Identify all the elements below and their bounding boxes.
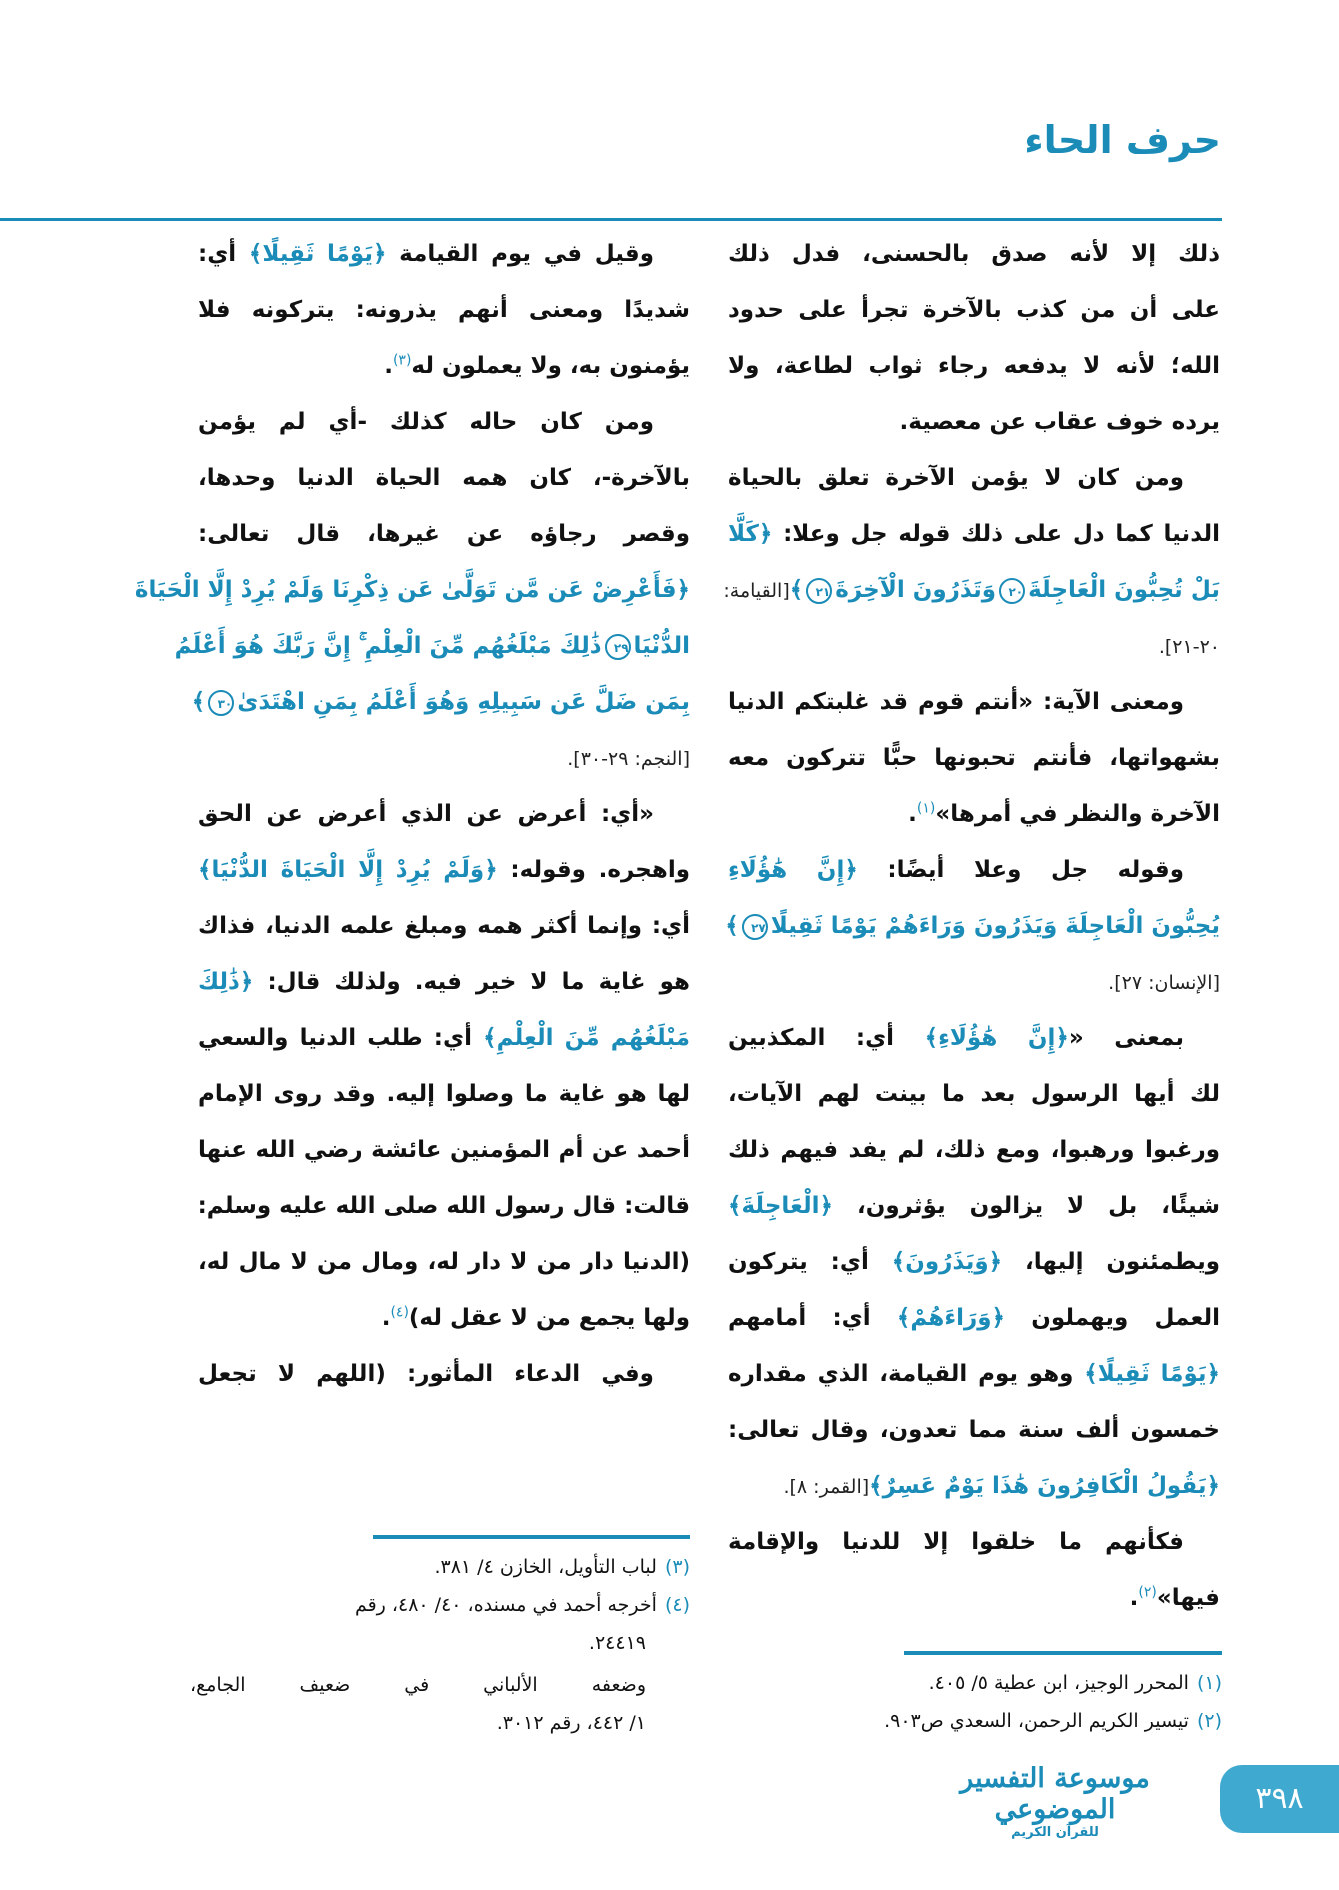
body-text: .	[908, 801, 917, 827]
body-text: لها هو غاية ما وصلوا إليه. وقد روى الإمام	[198, 1081, 690, 1107]
body-text: ومن كان حاله كذلك -أي لم يؤمن	[198, 409, 654, 435]
hadith-text: (اللهم لا تجعل	[198, 1361, 386, 1387]
ayah-number-icon: ٣٠	[208, 690, 234, 716]
text-line	[198, 1346, 690, 1402]
body-text: ويطمئنون إليها،	[1002, 1249, 1220, 1275]
text-line	[198, 730, 690, 786]
body-text: .	[384, 353, 393, 379]
text-line	[174, 618, 690, 674]
text-line	[723, 562, 1220, 618]
text-line	[134, 562, 690, 618]
body-text: ومعنى الآية: «أنتم قوم قد غلبتكم الدنيا	[728, 689, 1184, 715]
ayah-number-icon: ٢٩	[605, 634, 631, 660]
body-text: خمسون ألف سنة مما تعدون، وقال تعالى:	[728, 1417, 1220, 1443]
body-text: أحمد عن أم المؤمنين عائشة رضي الله عنها	[198, 1137, 690, 1163]
body-text: وقصر رجاؤه عن غيرها، قال تعالى:	[198, 521, 690, 547]
quran-verse: ﴾	[191, 689, 206, 715]
text-line	[728, 282, 1220, 338]
quran-verse: ﴿وَلَمْ يُرِدْ إِلَّا الْحَيَاةَ الدُّنْيَا﴾	[198, 857, 498, 883]
body-text: هو غاية ما لا خير فيه. ولذلك قال:	[253, 969, 690, 995]
footnote-marker[interactable]: (٤)	[390, 1304, 409, 1321]
ayah-number-icon: ٢٧	[742, 914, 768, 940]
text-line	[728, 1178, 1220, 1234]
text-line	[198, 394, 690, 450]
footnote-number: (٣)	[664, 1556, 690, 1578]
body-text: .	[381, 1305, 391, 1331]
body-text: شديدًا ومعنى أنهم يذرونه: يتركونه فلا	[198, 297, 690, 323]
footnote-number: (٤)	[664, 1594, 690, 1616]
body-text: وقيل في يوم القيامة	[386, 241, 655, 267]
quran-verse: ﴿كَلَّا	[728, 521, 773, 547]
text-line	[728, 506, 1220, 562]
footnote-4	[190, 1586, 690, 1624]
text-line	[728, 730, 1220, 786]
text-line	[198, 1290, 690, 1346]
text-line	[198, 1066, 690, 1122]
text-line	[198, 786, 690, 842]
quran-verse: ﴿إِنَّ هَٰؤُلَاءِ﴾	[924, 1025, 1069, 1051]
body-text: وفي الدعاء المأثور:	[385, 1361, 654, 1387]
footnote-text: تيسير الكريم الرحمن، السعدي ص٩٠٣.	[884, 1710, 1189, 1732]
header-divider	[0, 218, 1222, 221]
quran-verse: يُحِبُّونَ الْعَاجِلَةَ وَيَذَرُونَ وَرَاءَهُمْ يَوْمًا ثَقِيلًا	[770, 913, 1220, 939]
text-line	[728, 1234, 1220, 1290]
body-text: ورغبوا ورهبوا، ومع ذلك، لم يفد فيهم ذلك	[728, 1137, 1220, 1163]
body-text: .	[1129, 1585, 1139, 1611]
footnote-text: أخرجه أحمد في مسنده، ٤٠/ ٤٨٠، رقم	[354, 1594, 657, 1616]
text-line	[728, 674, 1220, 730]
body-text: فيها»	[1156, 1585, 1220, 1611]
hadith-text: ولها يجمع من لا عقل له)	[408, 1305, 690, 1331]
text-line	[198, 842, 690, 898]
quran-verse: الدُّنْيَا	[633, 633, 690, 659]
text-line	[728, 954, 1220, 1010]
body-text: بشهواتها، فأنتم تحبونها حبًّا تتركون معه	[728, 745, 1220, 771]
quran-verse: ﴿ذَٰلِكَ	[198, 969, 254, 995]
body-text: «أي: أعرض عن الذي أعرض عن الحق	[198, 801, 654, 827]
text-column-left	[134, 226, 690, 1402]
body-text: الدنيا كما دل على ذلك قوله جل وعلا:	[772, 521, 1220, 547]
quran-verse: بِمَن ضَلَّ عَن سَبِيلِهِ وَهُوَ أَعْلَمُ بِمَنِ اهْتَدَىٰ	[237, 689, 690, 715]
footnotes-left	[190, 1548, 690, 1742]
footnote-divider-left	[373, 1535, 690, 1539]
text-line	[198, 282, 690, 338]
text-line	[198, 1010, 690, 1066]
quran-verse: ﴿وَيَذَرُونَ﴾	[891, 1249, 1003, 1275]
body-text: أي:	[198, 241, 249, 267]
verse-reference: [الإنسان: ٢٧].	[1108, 972, 1220, 994]
text-line	[191, 674, 690, 730]
body-text: لك أيها الرسول بعد ما بينت لهم الآيات،	[728, 1081, 1220, 1107]
body-text: قالت: قال رسول الله صلى الله عليه وسلم:	[197, 1193, 690, 1219]
text-line	[728, 1346, 1220, 1402]
text-line	[198, 450, 690, 506]
body-text: بمعنى «	[1068, 1025, 1185, 1051]
quran-verse: مَبْلَغُهُم مِّنَ الْعِلْمِ﴾	[483, 1025, 690, 1051]
footnote-1	[722, 1664, 1222, 1702]
body-text: أي: طلب الدنيا والسعي	[198, 1025, 484, 1051]
body-text: أي: يتركون	[728, 1249, 892, 1275]
text-line	[198, 1122, 690, 1178]
text-line	[728, 842, 1220, 898]
footnote-continuation: ٢٤٤١٩.	[588, 1632, 646, 1654]
text-line	[198, 338, 690, 394]
text-line	[728, 1458, 1220, 1514]
text-line	[198, 954, 690, 1010]
body-text: الآخرة والنظر في أمرها»	[935, 801, 1220, 827]
text-line	[198, 1234, 690, 1290]
quran-verse: ﴿يَوْمًا ثَقِيلًا﴾	[1084, 1361, 1220, 1387]
body-text: الله؛ لأنه لا يدفعه رجاء ثواب لطاعة، ولا	[728, 353, 1220, 379]
quran-verse: بَلْ تُحِبُّونَ الْعَاجِلَةَ	[1028, 577, 1220, 603]
verse-reference: [النجم: ٢٩-٣٠].	[567, 748, 690, 770]
text-line	[728, 1290, 1220, 1346]
text-line	[728, 338, 1220, 394]
text-line	[728, 1514, 1220, 1570]
verse-reference: [القمر: ٨].	[783, 1476, 870, 1498]
body-text: فكأنهم ما خلقوا إلا للدنيا والإقامة	[728, 1529, 1184, 1555]
footnote-divider-right	[904, 1651, 1222, 1655]
quran-verse: ﴾	[725, 913, 739, 939]
body-text: يرده خوف عقاب عن معصية.	[899, 409, 1220, 435]
body-text: واهجره. وقوله:	[497, 857, 690, 883]
body-text: ومن كان لا يؤمن الآخرة تعلق بالحياة	[728, 465, 1184, 491]
footnote-text: لباب التأويل، الخازن ٤/ ٣٨١.	[434, 1556, 657, 1578]
body-text: أي: أمامهم	[728, 1305, 897, 1331]
hadith-text: (الدنيا دار من لا دار له، ومال من لا مال له،	[198, 1249, 690, 1275]
body-text: يؤمنون به، ولا يعملون له	[411, 353, 690, 379]
text-column-right	[723, 226, 1220, 1626]
footnote-marker[interactable]: (١)	[916, 800, 936, 817]
quran-verse: ﴿يَقُولُ الْكَافِرُونَ هَٰذَا يَوْمٌ عَسِرٌ﴾	[869, 1473, 1220, 1499]
footnote-continuation: ١/ ٤٤٢، رقم ٣٠١٢.	[496, 1712, 646, 1734]
text-line	[198, 506, 690, 562]
text-line	[728, 618, 1220, 674]
footnote-number: (٢)	[1196, 1710, 1222, 1732]
footnote-marker[interactable]: (٣)	[392, 352, 412, 369]
text-line	[725, 898, 1220, 954]
quran-verse: ﴾	[789, 577, 804, 603]
quran-verse: ذَٰلِكَ مَبْلَغُهُم مِّنَ الْعِلْمِ ۚ إِنَّ رَبَّكَ هُوَ أَعْلَمُ	[174, 633, 602, 659]
text-line	[198, 1178, 690, 1234]
text-line	[728, 1402, 1220, 1458]
body-text: أي: المكذبين	[728, 1025, 925, 1051]
body-text: على أن من كذب بالآخرة تجرأ على حدود	[728, 297, 1220, 323]
text-line	[198, 898, 690, 954]
body-text: العمل ويهملون	[1005, 1305, 1220, 1331]
body-text: وهو يوم القيامة، الذي مقداره	[728, 1361, 1085, 1387]
page-number: ٣٩٨	[1220, 1765, 1339, 1833]
body-text: شيئًا، بل لا يزالون يؤثرون،	[833, 1193, 1220, 1219]
text-line	[728, 394, 1220, 450]
footnote-text: المحرر الوجيز، ابن عطية ٥/ ٤٠٥.	[928, 1672, 1189, 1694]
text-line	[728, 1122, 1220, 1178]
footnotes-right	[722, 1664, 1222, 1740]
footnote-marker[interactable]: (٢)	[1138, 1584, 1157, 1601]
text-line	[198, 226, 690, 282]
verse-reference: ٢٠-٢١].	[1158, 636, 1220, 658]
chapter-title: حرف الحاء	[1024, 118, 1221, 162]
body-text: بالآخرة-، كان همه الحياة الدنيا وحدها،	[198, 465, 690, 491]
ayah-number-icon: ٢١	[806, 578, 832, 604]
text-line	[728, 1066, 1220, 1122]
text-line	[728, 226, 1220, 282]
footnote-2	[722, 1702, 1222, 1740]
footnote-continuation: وضعفه الألباني في ضعيف الجامع،	[190, 1674, 646, 1696]
body-text: ذلك إلا لأنه صدق بالحسنى، فدل ذلك	[728, 241, 1220, 267]
text-line	[728, 1010, 1220, 1066]
verse-reference: [القيامة:	[723, 580, 790, 602]
quran-verse: ﴿وَرَاءَهُمْ﴾	[896, 1305, 1006, 1331]
ayah-number-icon: ٢٠	[999, 578, 1025, 604]
footnote-number: (١)	[1196, 1672, 1222, 1694]
encyclopedia-logo	[930, 1763, 1180, 1840]
quran-verse: ﴿يَوْمًا ثَقِيلًا﴾	[248, 241, 387, 267]
text-line	[728, 450, 1220, 506]
body-text: أي: وإنما أكثر همه ومبلغ علمه الدنيا، فذاك	[198, 913, 690, 939]
logo-title: موسوعة التفسير الموضوعي	[960, 1763, 1150, 1825]
text-line	[728, 1570, 1220, 1626]
body-text: وقوله جل وعلا أيضًا:	[857, 857, 1184, 883]
quran-verse: ﴿الْعَاجِلَةَ﴾	[728, 1193, 834, 1219]
quran-verse: ﴿فَأَعْرِضْ عَن مَّن تَوَلَّىٰ عَن ذِكْرِنَا وَلَمْ يُرِدْ إِلَّا الْحَيَاةَ	[134, 577, 690, 603]
text-line	[728, 786, 1220, 842]
quran-verse: ﴿إِنَّ هَٰؤُلَاءِ	[728, 857, 858, 883]
footnote-3	[190, 1548, 690, 1586]
logo-subtitle: للقرآن الكريم	[1011, 1825, 1099, 1840]
quran-verse: وَتَذَرُونَ الْآخِرَةَ	[835, 577, 997, 603]
